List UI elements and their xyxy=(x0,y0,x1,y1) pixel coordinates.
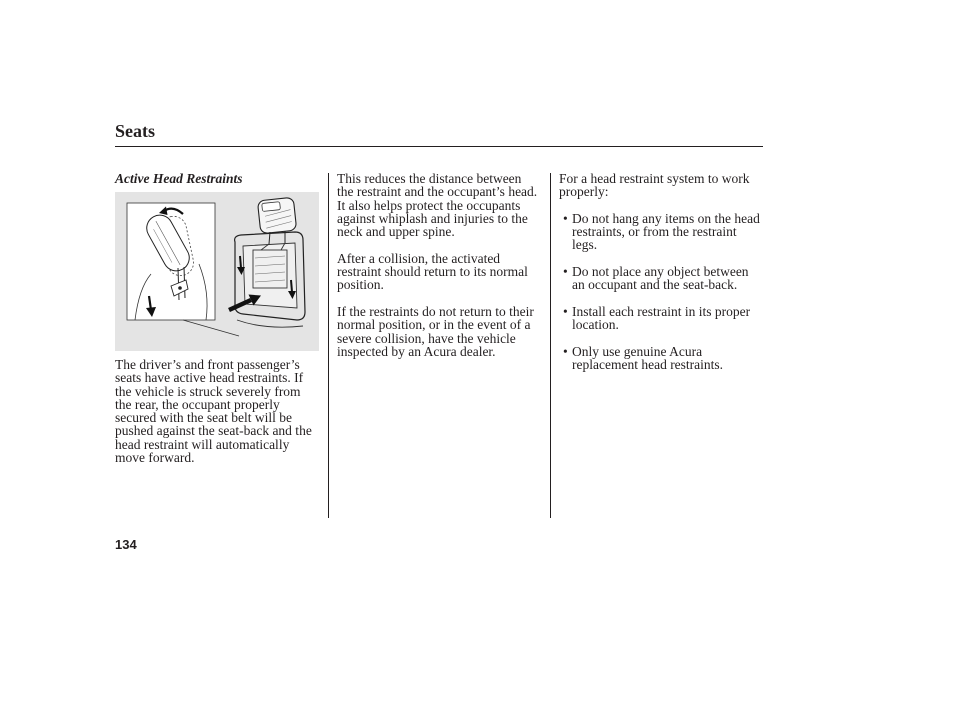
column-middle xyxy=(337,172,545,371)
head-restraint-illustration xyxy=(115,192,319,351)
head-restraint-drawing xyxy=(115,192,319,351)
bullet-marker: • xyxy=(563,264,568,280)
paragraph-dealer-inspection: If the restraints do not return to their normal position, or in the event of a severe collision, have the vehicle inspected by an Acura dealer. xyxy=(337,303,534,359)
list-item xyxy=(559,345,763,372)
list-item-text: Install each restraint in its proper location. xyxy=(572,303,751,333)
right-down-arrow-icon xyxy=(291,280,292,292)
requirements-intro: For a head restraint system to work properly: xyxy=(559,171,750,200)
column-right xyxy=(559,172,763,385)
headrest-tab xyxy=(262,202,281,212)
column-divider-right xyxy=(550,173,551,518)
column-left xyxy=(115,172,320,472)
subsection-heading: Active Head Restraints xyxy=(115,171,243,186)
list-item-text: Do not place any object between an occupant and the seat-back. xyxy=(572,264,749,293)
page-number: 134 xyxy=(115,537,137,552)
pivot-point xyxy=(178,286,182,290)
paragraph-distance: This reduces the distance between the restraint and the occupant’s head. It also helps protect the occupants against whiplash and injuries to the neck and upper spine. xyxy=(337,171,538,240)
title-rule xyxy=(115,146,763,147)
bullet-marker: • xyxy=(563,343,568,359)
requirements-list xyxy=(559,212,763,372)
forward-arrow-icon xyxy=(229,300,251,310)
list-item-text: Only use genuine Acura replacement head restraints. xyxy=(572,343,724,373)
left-down-arrow-icon xyxy=(240,256,241,268)
seat-headrest xyxy=(257,197,296,234)
section-title: Seats xyxy=(115,121,155,141)
column-divider-left xyxy=(328,173,329,518)
bullet-marker: • xyxy=(563,210,568,226)
list-item xyxy=(559,265,763,292)
bullet-marker: • xyxy=(563,303,568,319)
connector-line xyxy=(183,320,239,336)
list-item xyxy=(559,305,763,332)
list-item-text: Do not hang any items on the head restraints, or from the restraint legs. xyxy=(572,210,760,253)
intro-paragraph: The driver’s and front passenger’s seats have active head restraints. If the vehicle is struck severely from the rear, the occupant properly secured with the seat belt will be pushed against the seat-back and the head restraint will automatically move forward. xyxy=(115,357,312,466)
paragraph-after-collision: After a collision, the activated restraint should return to its normal position. xyxy=(337,250,528,293)
list-item xyxy=(559,212,763,252)
seat-cushion-line xyxy=(237,320,303,327)
